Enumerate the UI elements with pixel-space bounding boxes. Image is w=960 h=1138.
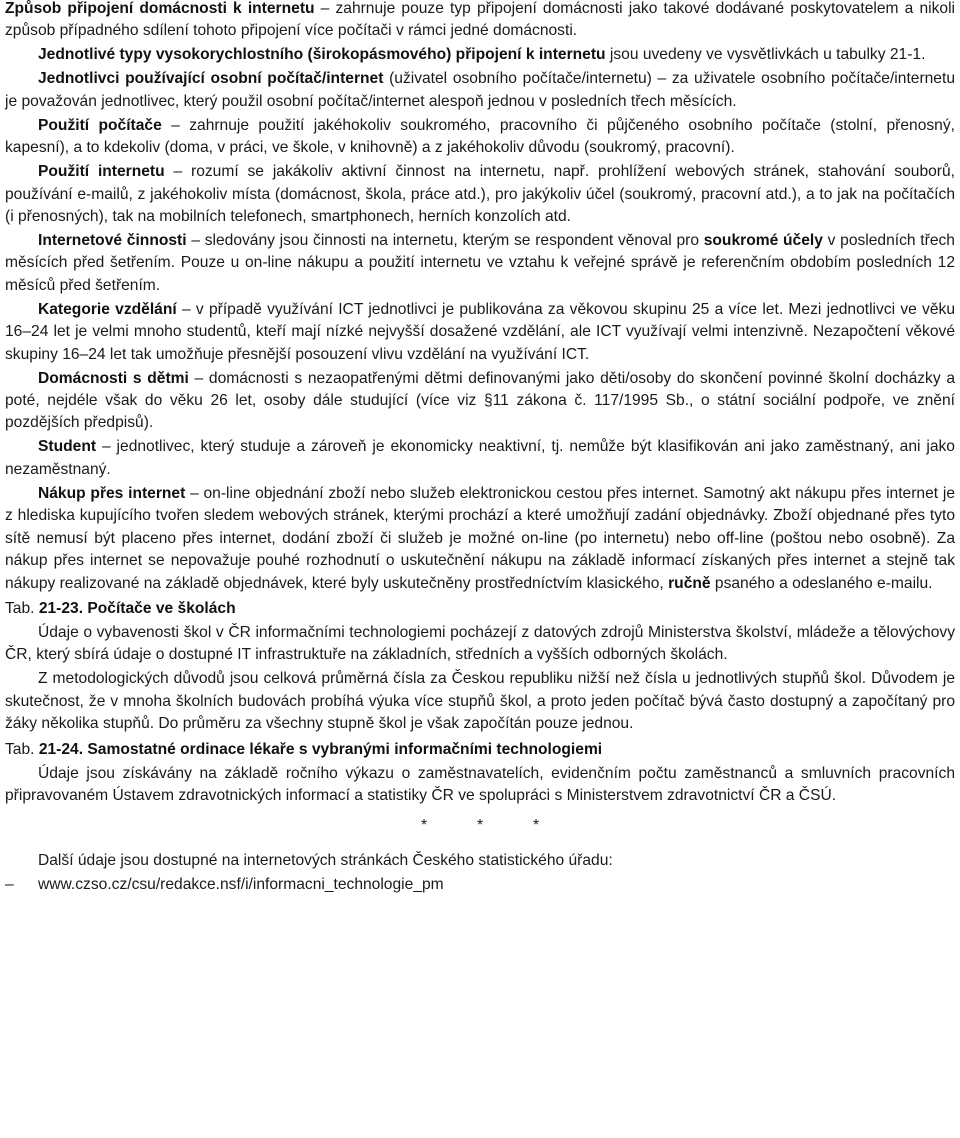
definition-term: Kategorie vzdělání	[38, 300, 177, 318]
star: *	[532, 817, 540, 835]
definition-emphasis: ručně	[668, 574, 711, 592]
definition-text: – v případě využívání ICT jednotlivci je publikována za věkovou skupinu 25 a více let. Mezi jednotlivci ve věku 16–24 let je velmi mnoho studentů, kteří mají nízké nejvyšší dosažené vzdělání, ale ICT využívají velmi intenzivně. Nezapočtení věkové skupiny 16–24 let tak umožňuje přesnější posouzení vlivu vzdělání na využívání ICT.	[5, 300, 955, 363]
definition-term: Použití počítače	[38, 116, 162, 134]
section-prefix: Tab.	[5, 740, 39, 758]
definition-paragraph	[5, 299, 955, 366]
definition-text: – jednotlivec, který studuje a zároveň je ekonomicky neaktivní, tj. nemůže být klasifikován ani jako zaměstnaný, ani jako nezaměstnaný.	[5, 438, 955, 478]
definition-text: – domácnosti s nezaopatřenými dětmi definovanými jako děti/osoby do skončení povinné školní docházky a poté, nejdéle však do věku 26 let, osoby dále studující (více viz §11 zákona č. 117/1995 Sb., o státní sociální podpoře, ve znění pozdějších předpisů).	[5, 369, 955, 432]
czso-link[interactable]: www.czso.cz/csu/redakce.nsf/i/informacni_technologie_pm	[38, 875, 444, 893]
section-heading	[5, 739, 955, 761]
definition-paragraph	[5, 368, 955, 435]
stars-divider	[5, 815, 955, 837]
section-paragraph: Z metodologických důvodů jsou celková průměrná čísla za Českou republiku nižší než čísla u jednotlivých stupňů škol. Důvodem je skutečnost, že v mnoha školních budovách probíhá výuka více stupňů škol, a proto jeden počítač bývá často dostupný a započítaný pro žáky několika stupňů. Do průměru za všechny stupně škol je však započítán pouze jednou.	[5, 670, 955, 733]
definition-paragraph	[5, 0, 955, 43]
definition-text: – rozumí se jakákoliv aktivní činnost na internetu, např. prohlížení webových stránek, stahování souborů, používání e-mailů, z jakéhokoliv místa (domácnost, škola, práce atd.), pro jakýkoliv účel (soukromý, pracovní atd.), a to jak na počítačích (i přenosných), tak na mobilních telefonech, smartphonech, herních konzolích atd.	[5, 163, 955, 226]
section-paragraph: Údaje jsou získávány na základě ročního výkazu o zaměstnavatelích, evidenčním počtu zaměstnanců a smluvních pracovních připravovaném Ústavem zdravotnických informací a statistiky ČR ve spolupráci s Ministerstvem zdravotnictví ČR a ČSÚ.	[5, 764, 955, 804]
section-title: Samostatné ordinace lékaře s vybranými informačními technologiemi	[87, 740, 603, 758]
definition-term: Domácnosti s dětmi	[38, 369, 189, 387]
definition-paragraph	[5, 436, 955, 481]
definition-paragraph	[5, 68, 955, 113]
definition-paragraph	[5, 230, 955, 297]
definition-term: Jednotlivé typy vysokorychlostního (širokopásmového) připojení k internetu	[38, 46, 606, 64]
star: *	[420, 817, 428, 835]
definition-emphasis: soukromé účely	[703, 232, 823, 250]
section-number: 21-24.	[38, 740, 84, 758]
definition-paragraph	[5, 115, 955, 160]
definition-text: – on-line objednání zboží nebo služeb elektronickou cestou přes internet. Samotný akt nákupu přes internet je z hlediska kupujícího tvořen sledem webových stránek, kterými prochází a které umožňují zadání objednávky. Zboží objednané přes tyto sítě nemusí být placeno přes internet, dodání zboží či služeb je možné on-line (po internetu) nebo off-line (poštou nebo osobně). Za nákup přes internet se nepovažuje pouhé rozhodnutí o uskutečnění nákupu na základě informací získaných přes internet a stejně tak nákupy realizované na základě objednávek, které byly uskutečněny prostředníctvím klasického,	[5, 484, 955, 592]
definition-text: – sledovány jsou činnosti na internetu, kterým se respondent věnoval pro	[186, 232, 704, 250]
definition-text: – zahrnuje pouze typ připojení domácnosti jako takové dodávané poskytovatelem a nikoli způsob případného sdílení tohoto připojení více počítači v rámci jedné domácnosti.	[5, 0, 956, 40]
more-info-text: Další údaje jsou dostupné na internetových stránkách Českého statistického úřadu:	[38, 851, 613, 869]
list-dash: –	[5, 875, 14, 893]
definition-term: Jednotlivci používající osobní počítač/internet	[38, 70, 384, 88]
section-paragraph: Údaje o vybavenosti škol v ČR informačními technologiemi pocházejí z datových zdrojů Ministerstva školství, mládeže a tělovýchovy ČR, který sbírá údaje o dostupné IT infrastruktuře na základních, středních a vyšších odborných školách.	[5, 623, 955, 664]
definition-text: (uživatel osobního počítače/internetu) – za uživatele osobního počítače/internetu je považován jednotlivec, který použil osobní počítač/internet alespoň jednou v posledních třech měsících.	[5, 70, 955, 110]
definition-term: Internetové činnosti	[38, 232, 187, 250]
section-number: 21-23.	[38, 599, 84, 617]
star: *	[476, 817, 484, 835]
link-row	[5, 874, 955, 896]
section-title: Počítače ve školách	[87, 599, 236, 617]
definition-paragraph	[5, 44, 955, 66]
definition-term: Způsob připojení domácnosti k internetu	[5, 0, 315, 17]
section-heading	[5, 598, 955, 620]
definition-text: psaného a odeslaného e-mailu.	[710, 574, 933, 592]
definition-term: Nákup přes internet	[38, 484, 186, 502]
section-prefix: Tab.	[5, 599, 39, 617]
definition-paragraph	[5, 483, 955, 595]
definition-term: Použití internetu	[38, 163, 165, 181]
definition-text: v posledních třech měsících před šetřením. Pouze u on-line nákupu a použití internetu ve vztahu k veřejné správě je referenčním obdobím posledních 12 měsíců před šetřením.	[5, 232, 955, 294]
definition-paragraph	[5, 161, 955, 228]
definition-text: jsou uvedeny ve vysvětlivkách u tabulky 21-1.	[605, 46, 926, 64]
definition-text: – zahrnuje použití jakéhokoliv soukromého, pracovního či půjčeného osobního počítače (stolní, přenosný, kapesní), a to kdekoliv (doma, v práci, ve škole, v knihovně) a z jakéhokoliv důvodu (soukromý, pracovní).	[5, 116, 955, 157]
definition-term: Student	[38, 438, 97, 456]
